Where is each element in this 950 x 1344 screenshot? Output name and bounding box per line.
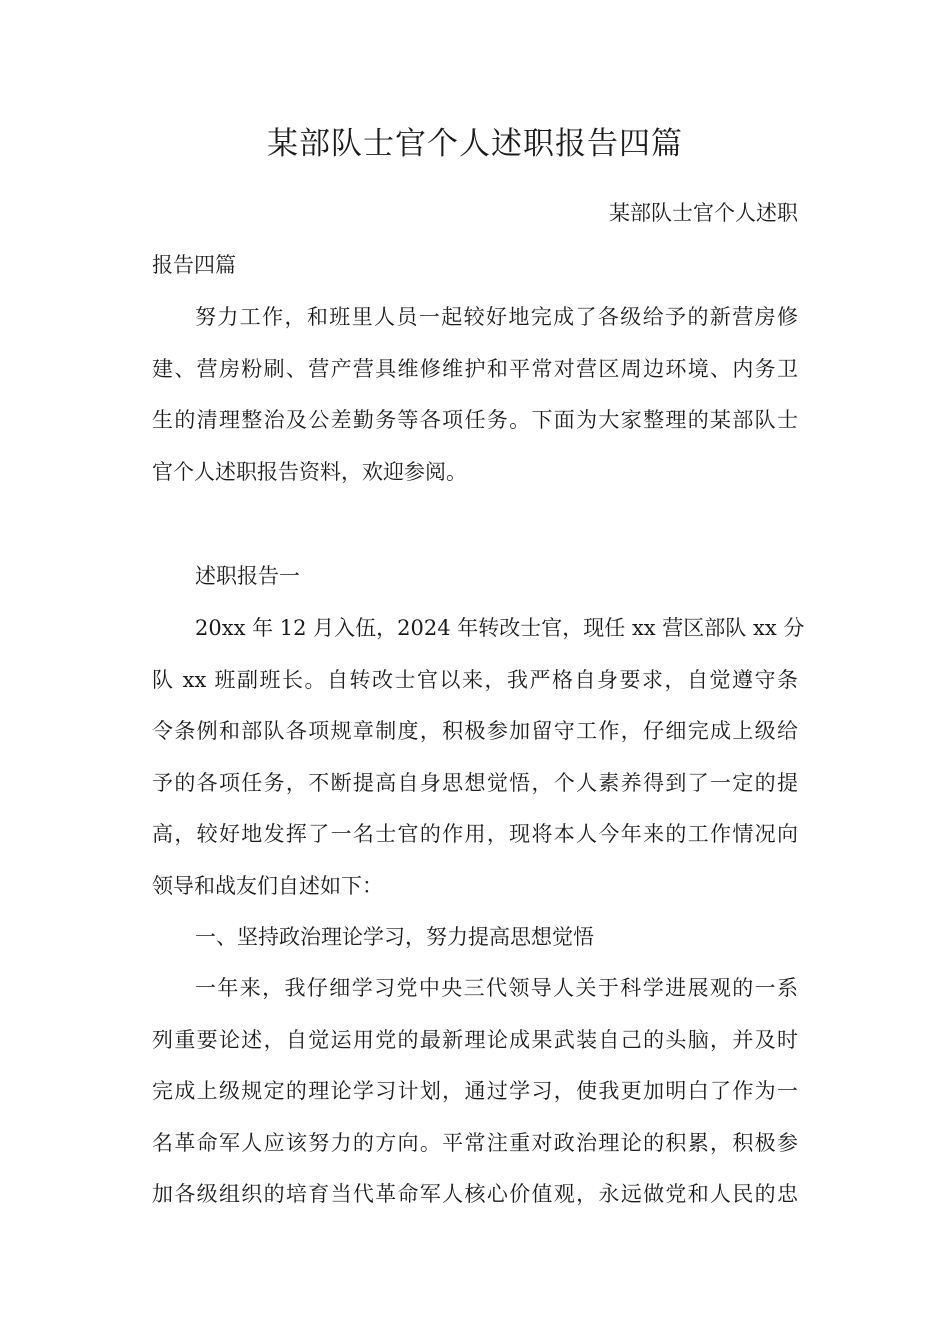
paragraph-line: 完成上级规定的理论学习计划，通过学习，使我更加明白了作为一 [152, 1079, 798, 1103]
paragraph-line: 领导和战友们自述如下： [152, 873, 383, 898]
subtitle-line: 报告四篇 [152, 253, 236, 277]
paragraph-line: 加各级组织的培育当代革命军人核心价值观，永远做党和人民的忠 [152, 1182, 798, 1206]
paragraph-2 [152, 963, 798, 1221]
subtitle-block-2 [152, 240, 798, 292]
intro-paragraph [152, 292, 798, 498]
paragraph-line: 令条例和部队各项规章制度，积极参加留守工作，仔细完成上级给 [152, 719, 798, 743]
paragraph-line: 列重要论述，自觉运用党的最新理论成果武装自己的头脑，并及时 [152, 1027, 798, 1052]
paragraph-line: 20xx 年 12 月入伍，2024 年转改士官，现任 xx 营区部队 xx 分 [195, 616, 805, 640]
paragraph-line: 努力工作，和班里人员一起较好地完成了各级给予的新营房修 [195, 305, 798, 329]
paragraph-line: 队 xx 班副班长。自转改士官以来，我严格自身要求，自觉遵守条 [152, 667, 798, 692]
paragraph-line: 官个人述职报告资料，欢迎参阅。 [152, 459, 467, 484]
document-title: 某部队士官个人述职报告四篇 [267, 126, 683, 162]
subheading-block [152, 912, 798, 964]
paragraph-line: 予的各项任务，不断提高自身思想觉悟，个人素养得到了一定的提 [152, 770, 798, 795]
paragraph-1 [152, 603, 805, 912]
paragraph-line: 一年来，我仔细学习党中央三代领导人关于科学进展观的一系 [195, 976, 798, 1000]
subtitle-block [152, 188, 798, 240]
paragraph-line: 生的清理整治及公差勤务等各项任务。下面为大家整理的某部队士 [152, 408, 798, 432]
section-heading-block [152, 551, 798, 603]
paragraph-line: 名革命军人应该努力的方向。平常注重对政治理论的积累，积极参 [152, 1130, 798, 1155]
subtitle-line: 某部队士官个人述职 [609, 201, 798, 225]
section-heading: 述职报告一 [195, 564, 300, 588]
paragraph-line: 高，较好地发挥了一名士官的作用，现将本人今年来的工作情况向 [152, 822, 798, 846]
subheading-1: 一、坚持政治理论学习，努力提高思想觉悟 [195, 925, 594, 949]
paragraph-line: 建、营房粉刷、营产营具维修维护和平常对营区周边环境、内务卫 [152, 356, 798, 381]
